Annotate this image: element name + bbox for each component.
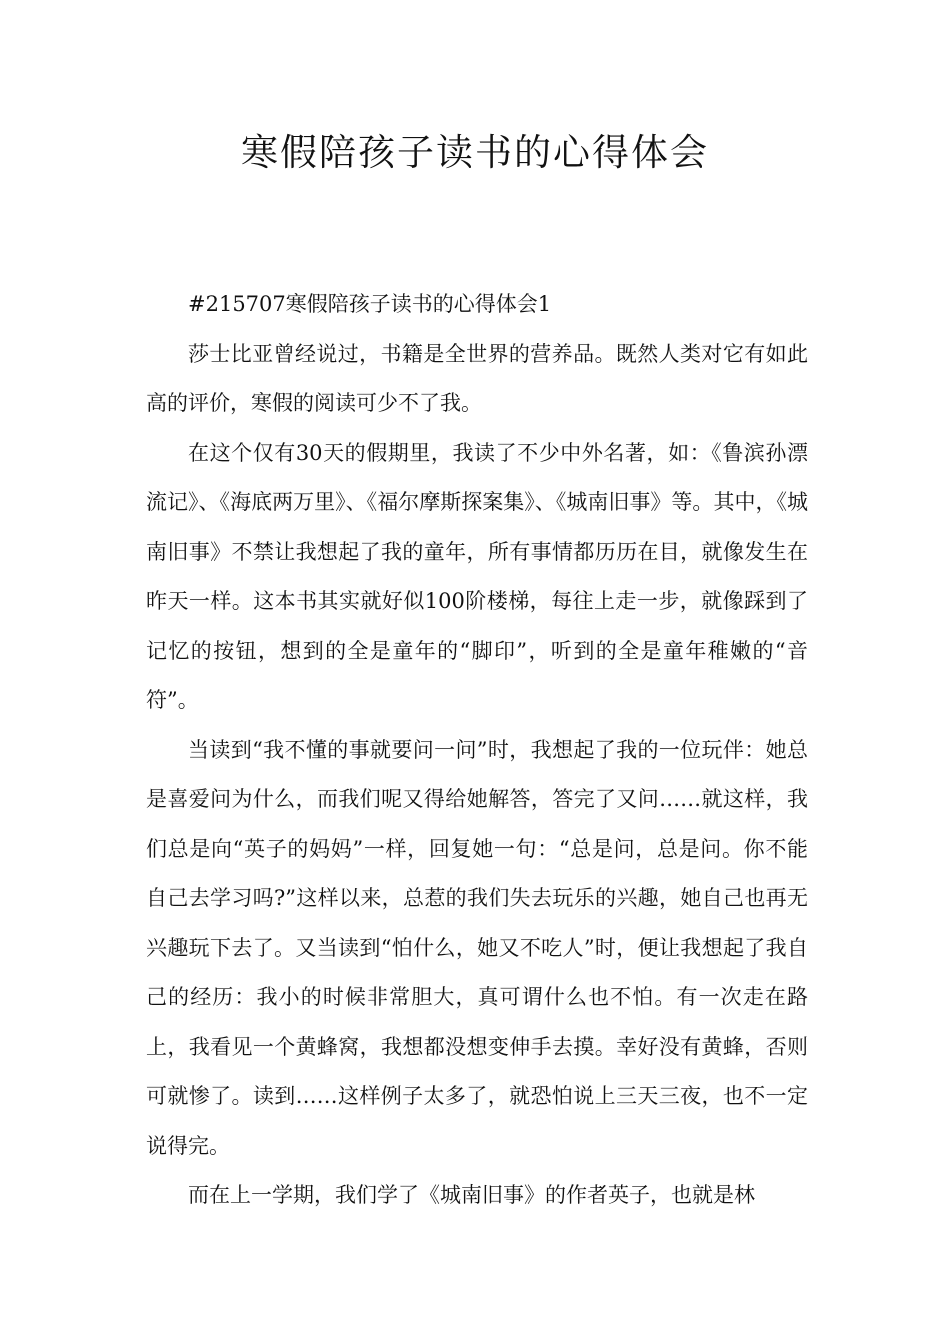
paragraph-1: 莎士比亚曾经说过，书籍是全世界的营养品。既然人类对它有如此高的评价，寒假的阅读可少不了我。: [146, 341, 808, 415]
document-title: 寒假陪孩子读书的心得体会: [241, 131, 709, 174]
section-heading: #215707寒假陪孩子读书的心得体会1: [188, 292, 552, 316]
paragraph-3: 当读到“我不懂的事就要问一问”时，我想起了我的一位玩伴：她总是喜爱问为什么，而我们呢又得给她解答，答完了又问……就这样，我们总是向“英子的妈妈”一样，回复她一句：“总是问，总是问。你不能自己去学习吗?”这样以来，总惹的我们失去玩乐的兴趣，她自己也再无兴趣玩下去了。又当读到“怕什么，她又不吃人”时，便让我想起了我自己的经历：我小的时候非常胆大，真可谓什么也不怕。有一次走在路上，我看见一个黄蜂窝，我想都没想变伸手去摸。幸好没有黄蜂，否则可就惨了。读到……这样例子太多了，就恐怕说上三天三夜，也不一定说得完。: [146, 737, 808, 1158]
paragraph-4: 而在上一学期，我们学了《城南旧事》的作者英子，也就是林: [188, 1183, 755, 1207]
document-body: [146, 280, 808, 1221]
paragraph-2: 在这个仅有30天的假期里，我读了不少中外名著，如：《鲁滨孙漂流记》、《海底两万里》、《福尔摩斯探案集》、《城南旧事》等。其中，《城南旧事》不禁让我想起了我的童年，所有事情都历历在目，就像发生在昨天一样。这本书其实就好似100阶楼梯，每往上走一步，就像踩到了记忆的按钮，想到的全是童年的“脚印”，听到的全是童年稚嫩的“音符”。: [146, 440, 808, 712]
